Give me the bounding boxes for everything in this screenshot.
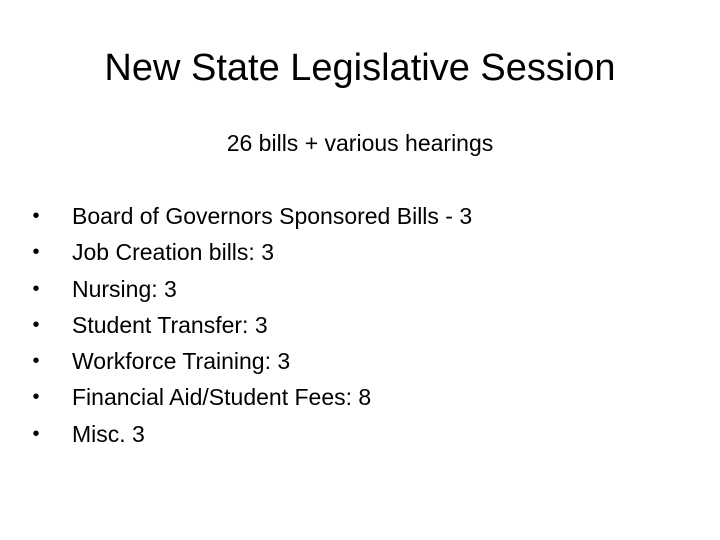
list-item-label: Student Transfer: 3	[72, 311, 268, 338]
list-item	[0, 271, 720, 307]
list-item-label: Misc. 3	[72, 420, 145, 447]
list-item	[0, 307, 720, 343]
list-item-label: Nursing: 3	[72, 275, 177, 302]
bullet-icon: •	[32, 241, 40, 264]
bullet-icon: •	[32, 313, 40, 336]
list-item	[0, 379, 720, 415]
bullet-list	[0, 198, 720, 452]
list-item-label: Job Creation bills: 3	[72, 239, 274, 266]
list-item-label: Financial Aid/Student Fees: 8	[72, 384, 372, 411]
bullet-icon: •	[32, 422, 40, 445]
bullet-icon: •	[32, 386, 40, 409]
list-item	[0, 198, 720, 234]
list-item	[0, 343, 720, 379]
bullet-icon: •	[32, 350, 40, 373]
slide-title: New State Legislative Session	[104, 47, 616, 89]
bullet-icon: •	[32, 205, 40, 227]
list-item-label: Workforce Training: 3	[72, 348, 291, 375]
list-item	[0, 416, 720, 452]
slide-subtitle: 26 bills + various hearings	[226, 130, 494, 156]
list-item	[0, 234, 720, 270]
bullet-icon: •	[32, 277, 40, 300]
list-item-label: Board of Governors Sponsored Bills - 3	[72, 203, 473, 229]
